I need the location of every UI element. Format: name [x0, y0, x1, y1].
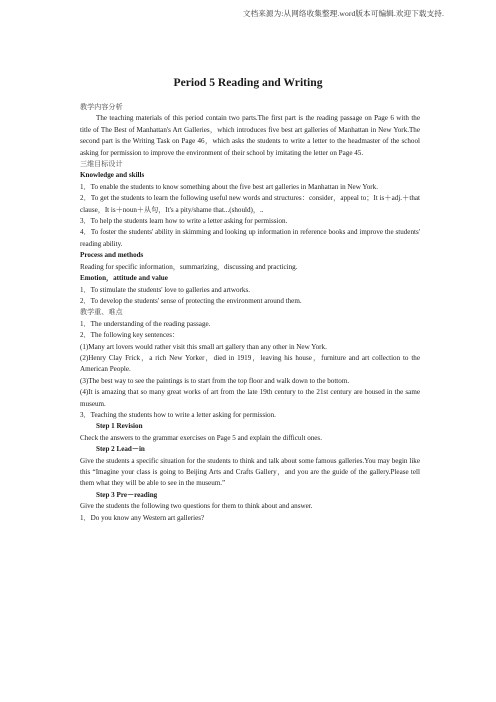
section-heading: Step 2 Lead－in [96, 445, 145, 454]
section-heading: Knowledge and skills [80, 171, 145, 180]
source-note: 文档来源为:从网络收集整理.word版本可编辑.欢迎下载支持. [242, 9, 444, 18]
paragraph: Check the answers to the grammar exercises on Page 5 and explain the difficult ones. [80, 433, 322, 442]
paragraph: (2)Henry Clay Frick，a rich New Yorker，died in 1919，leaving his house，furniture and art collection to the American People. [80, 353, 420, 374]
section-heading: Process and methods [80, 251, 144, 260]
section-heading: Emotion，attitude and value [80, 274, 168, 283]
paragraph: 1．To enable the students to know something about the five best art galleries in Manhattan in New York. [80, 182, 378, 191]
paragraph: 1．To stimulate the students' love to galleries and artworks. [80, 285, 251, 294]
paragraph: 2．The following key sentences： [80, 331, 180, 340]
paragraph: 2．To develop the students' sense of protecting the environment around them. [80, 296, 302, 305]
paragraph: (3)The best way to see the paintings is to start from the top floor and walk down to the bottom. [80, 376, 350, 385]
section-label: 三维目标设计 [80, 160, 123, 169]
section-heading: Step 1 Revision [96, 422, 143, 431]
section-label: 教学内容分析 [80, 103, 123, 111]
document-body [80, 102, 420, 524]
paragraph: 3．Teaching the students how to write a letter asking for permission. [80, 410, 276, 419]
paragraph: The teaching materials of this period contain two parts.The first part is the reading passage on Page 6 with the title of The Best of Manhattan's Art Galleries，which introduces five best art galleries of Manhattan in New York.The second part is the Writing Task on Page 46，which asks the students to write a letter to the headmaster of the school asking for permission to improve the environment of their school by imitating the letter on Page 45. [80, 114, 420, 157]
section-heading: Step 3 Pre－reading [96, 490, 158, 499]
paragraph: Reading for specific information，summarizing，discussing and practicing. [80, 262, 298, 271]
paragraph: (4)It is amazing that so many great works of art from the late 19th century to the 21st century are housed in the same museum. [80, 388, 420, 408]
paragraph: 3．To help the students learn how to write a letter asking for permission. [80, 217, 288, 226]
paragraph: (1)Many art lovers would rather visit this small art gallery than any other in New York. [80, 342, 327, 351]
paragraph: 2．To get the students to learn the following useful new words and structures：consider，appeal to；It is＋adj.＋that clause，It is＋noun＋从句，It's a pity/shame that...(should)，.. [80, 194, 420, 214]
paragraph: 1．The understanding of the reading passage. [80, 319, 211, 328]
document-title: Period 5 Reading and Writing [173, 76, 323, 89]
paragraph: Give the students a specific situation for the students to think and talk about some famous galleries.You may begin like this “Imagine your class is going to Beijing Arts and Crafts Gallery，and you are the guide of the gallery.Please tell them what they will be able to see in the museum.” [80, 456, 420, 488]
paragraph: 1．Do you know any Western art galleries? [80, 513, 205, 522]
paragraph: 4．To foster the students' ability in skimming and looking up information in reference books and improve the students' reading ability. [80, 228, 420, 248]
section-label: 教学重、难点 [80, 308, 123, 317]
paragraph: Give the students the following two questions for them to think about and answer. [80, 502, 313, 511]
